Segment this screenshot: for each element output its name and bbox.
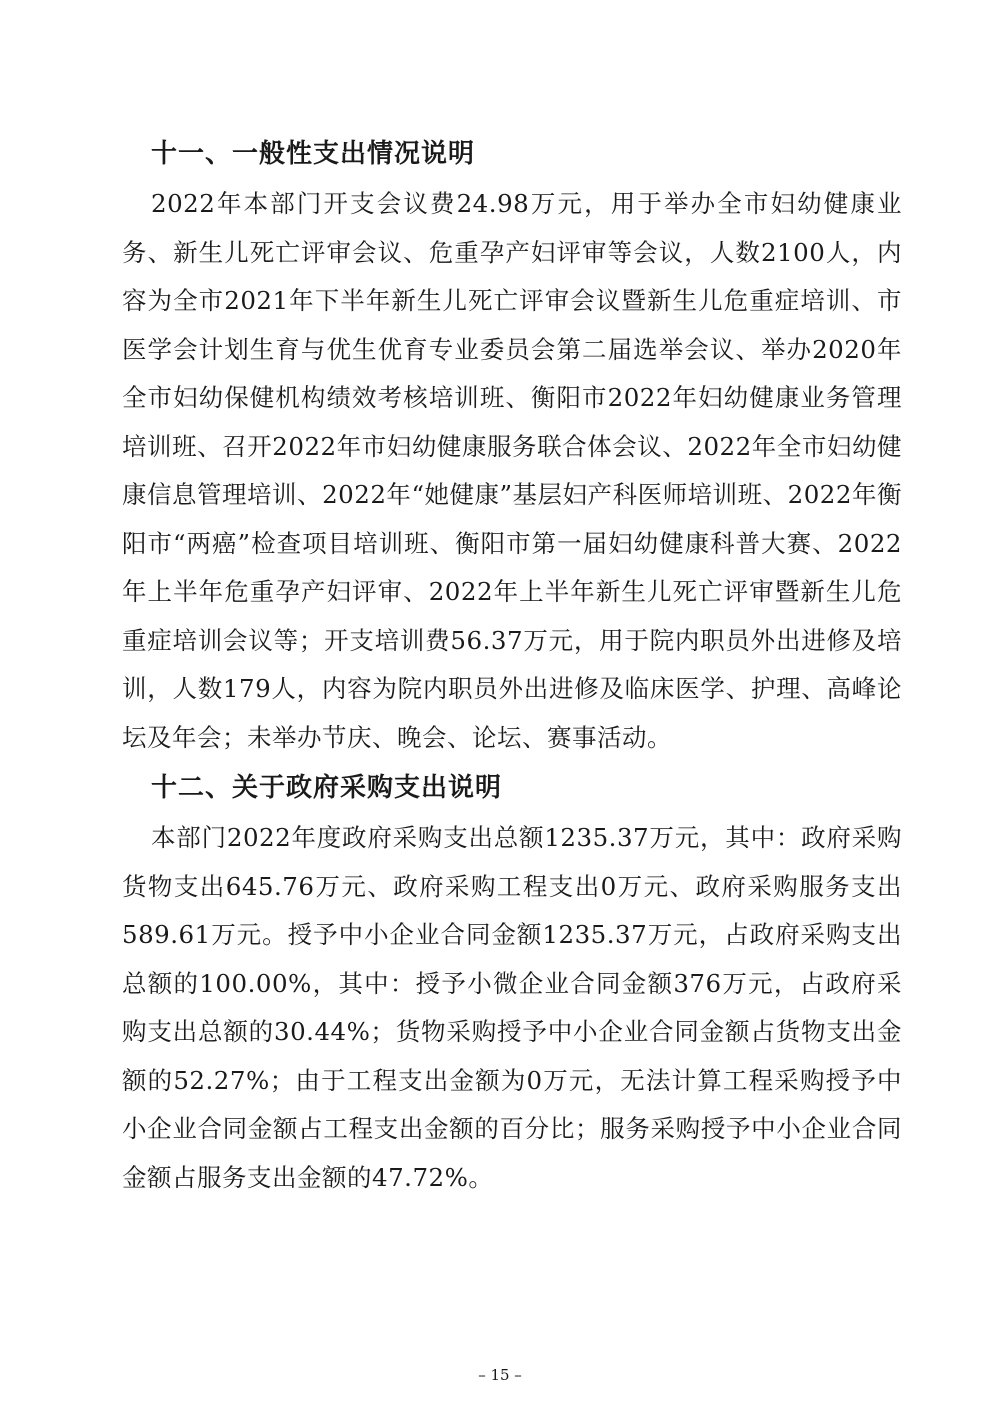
section-heading-government-procurement: 十二、关于政府采购支出说明 <box>151 773 503 803</box>
document-body <box>122 128 902 1202</box>
paragraph-general-expenses: 2022年本部门开支会议费24.98万元，用于举办全市妇幼健康业务、新生儿死亡评审会议、危重孕产妇评审等会议，人数2100人，内容为全市2021年下半年新生儿死亡评审会议暨新生儿危重症培训、市医学会计划生育与优生优育专业委员会第二届选举会议、举办2020年全市妇幼保健机构绩效考核培训班、衡阳市2022年妇幼健康业务管理培训班、召开2022年市妇幼健康服务联合体会议、2022年全市妇幼健康信息管理培训、2022年“她健康”基层妇产科医师培训班、2022年衡阳市“两癌”检查项目培训班、衡阳市第一届妇幼健康科普大赛、2022年上半年危重孕产妇评审、2022年上半年新生儿死亡评审暨新生儿危重症培训会议等；开支培训费56.37万元，用于院内职员外出进修及培训，人数179人，内容为院内职员外出进修及临床医学、护理、高峰论坛及年会；未举办节庆、晚会、论坛、赛事活动。 <box>122 189 902 752</box>
page-number: – 15 – <box>478 1366 522 1384</box>
paragraph-government-procurement: 本部门2022年度政府采购支出总额1235.37万元，其中：政府采购货物支出645.76万元、政府采购工程支出0万元、政府采购服务支出589.61万元。授予中小企业合同金额1235.37万元，占政府采购支出总额的100.00%，其中：授予小微企业合同金额376万元，占政府采购支出总额的30.44%；货物采购授予中小企业合同金额占货物支出金额的52.27%；由于工程支出金额为0万元，无法计算工程采购授予中小企业合同金额占工程支出金额的百分比；服务采购授予中小企业合同金额占服务支出金额的47.72%。 <box>122 823 902 1192</box>
section-heading-general-expenses: 十一、一般性支出情况说明 <box>151 139 476 169</box>
